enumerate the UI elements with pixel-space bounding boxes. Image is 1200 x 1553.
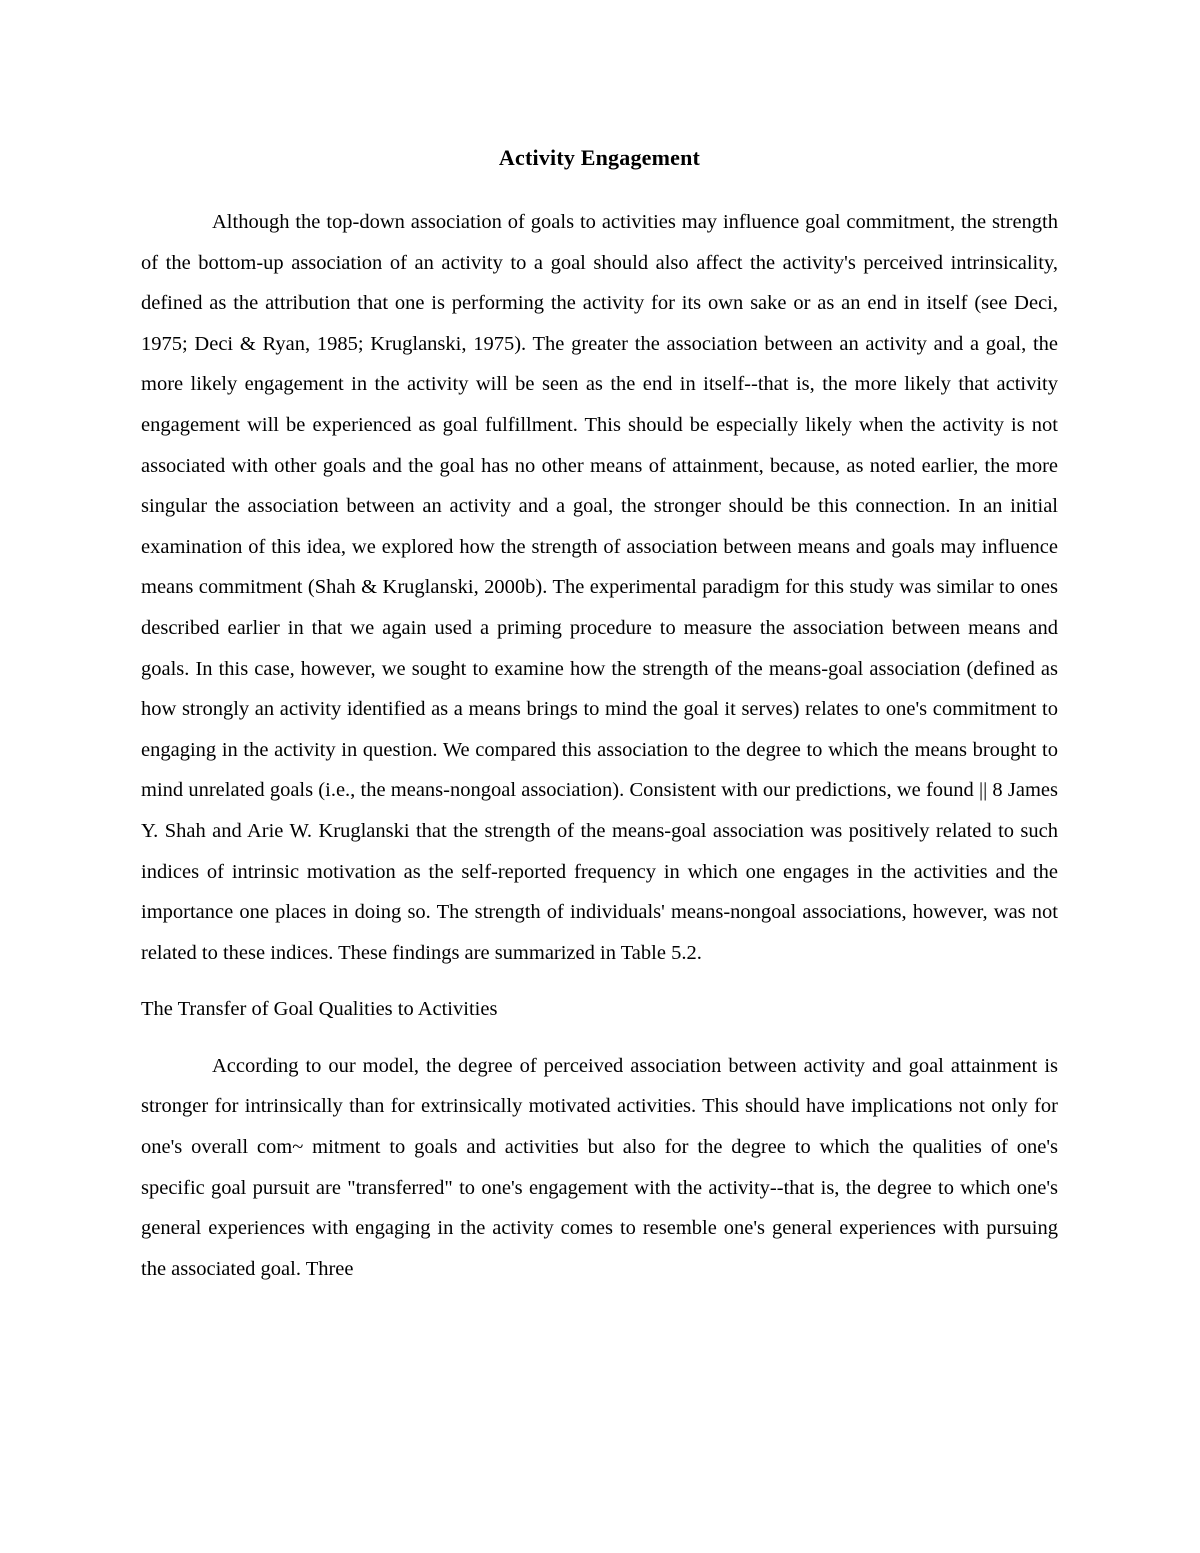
body-paragraph-2: According to our model, the degree of perceived association between activity and goal attainment is stronger for intrinsically than for extrinsically motivated activities. This should have implications not only for one's overall com~ mitment to goals and activities but also for the degree to which the qualities of one's specific goal pursuit are "transferred" to one's engagement with the activity--that is, the degree to which one's general experiences with engaging in the activity comes to resemble one's general experiences with pursuing the associated goal. Three bbox=[141, 1054, 1058, 1280]
page-title: Activity Engagement bbox=[498, 145, 701, 170]
body-paragraph-1: Although the top-down association of goals to activities may influence goal commitment, the strength of the bottom-up association of an activity to a goal should also affect the activity's perceived intrinsicality, defined as the attribution that one is performing the activity for its own sake or as an end in itself (see Deci, 1975; Deci & Ryan, 1985; Kruglanski, 1975). The greater the association between an activity and a goal, the more likely engagement in the activity will be seen as the end in itself--that is, the more likely that activity engagement will be experienced as goal fulfillment. This should be especially likely when the activity is not associated with other goals and the goal has no other means of attainment, because, as noted earlier, the more singular the association between an activity and a goal, the stronger should be this connection. In an initial examination of this idea, we explored how the strength of association between means and goals may influence means commitment (Shah & Kruglanski, 2000b). The experimental paradigm for this study was similar to ones described earlier in that we again used a priming procedure to measure the association between means and goals. In this case, however, we sought to examine how the strength of the means-goal association (defined as how strongly an activity identified as a means brings to mind the goal it serves) relates to one's commitment to engaging in the activity in question. We compared this association to the degree to which the means brought to mind unrelated goals (i.e., the means-nongoal association). Consistent with our predictions, we found || 8 James Y. Shah and Arie W. Kruglanski that the strength of the means-goal association was positively related to such indices of intrinsic motivation as the self-reported frequency in which one engages in the activities and the importance one places in doing so. The strength of individuals' means-nongoal associations, however, was not related to these indices. These findings are summarized in Table 5.2. bbox=[141, 211, 1058, 964]
section-heading: The Transfer of Goal Qualities to Activities bbox=[141, 998, 498, 1021]
document-page bbox=[141, 138, 1058, 1289]
